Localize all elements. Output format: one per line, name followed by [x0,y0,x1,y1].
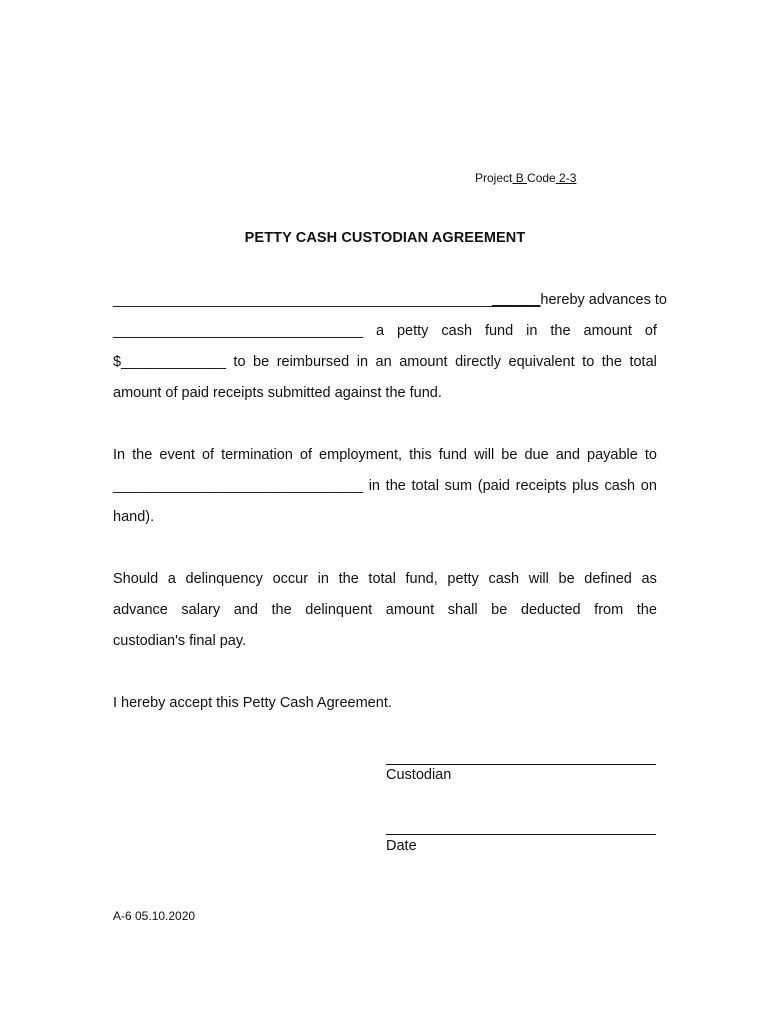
advance-line-2-word: a [375,323,385,339]
advance-line-3-word: amount [399,354,448,370]
delinquency-line-2-word: amount [385,602,435,618]
amount-blank: $_____________ [113,354,226,370]
advance-line-3-word: reimbursed [276,354,350,370]
delinquency-line-1-word: in [317,571,329,587]
delinquency-line-1-word: defined [584,571,632,587]
termination-line-1-word: to [644,447,657,463]
termination-line-1-word: of [201,447,215,463]
date-signature-line[interactable] [386,834,656,835]
project-value: B [512,171,528,185]
advance-line-2 [113,316,657,347]
termination-paragraph [113,440,657,533]
custodian-blank: _______________________________ [113,323,363,339]
advance-line-2-word: fund [484,323,514,339]
termination-line-2-word: plus [572,478,599,494]
termination-line-1-word: be [501,447,518,463]
delinquency-line-2-word: be [491,602,508,618]
advance-line-3-word: to [582,354,595,370]
delinquency-line-1-word: the [338,571,359,587]
advance-paragraph [113,285,667,409]
termination-line-3: hand). [113,509,155,525]
termination-line-1-word: of [299,447,312,463]
advance-line-2-word: the [550,323,571,339]
delinquency-line-1-word: will [528,571,549,587]
code-label: Code [527,171,556,185]
advance-line-3 [113,347,657,378]
termination-line-1-word: employment, [319,447,403,463]
termination-line-1-word: In [113,447,126,463]
delinquency-line-2-word: from [594,602,624,618]
custodian-label: Custodian [386,767,452,783]
delinquency-line-1-word: a [167,571,176,587]
delinquency-line-2-word: and [233,602,258,618]
termination-line-2-word: in [368,478,380,494]
termination-line-2 [113,471,657,502]
advance-line-3-word: be [253,354,270,370]
delinquency-line-2-word: advance [113,602,168,618]
advance-line-3-word: the [601,354,622,370]
advance-line-3-word: to [233,354,246,370]
termination-line-1-word: and [555,447,580,463]
acceptance-paragraph [113,688,657,719]
advance-line-3-word: in [356,354,369,370]
advance-line-2-word: petty [396,323,429,339]
advancer-blank: _____________________________________________________hereby advances to [113,292,667,308]
date-label: Date [386,838,417,854]
termination-line-2-word: receipts [515,478,567,494]
form-id-footer: A-6 05.10.2020 [113,909,196,923]
delinquency-line-2-word: deducted [520,602,581,618]
termination-line-1-word: due [524,447,549,463]
termination-line-2-word: sum [444,478,473,494]
delinquency-paragraph [113,564,657,657]
advance-line-3-word: an [375,354,392,370]
termination-line-2-word: on [640,478,657,494]
delinquency-line-3: custodian's final pay. [113,633,247,649]
delinquency-line-1-word: fund, [405,571,438,587]
payee-blank: _______________________________ [113,478,363,494]
advance-line-3-word: total [629,354,657,370]
termination-line-1-word: the [132,447,153,463]
project-code-header [475,171,576,185]
delinquency-line-2-word: delinquent [305,602,373,618]
termination-line-2-word: total [411,478,439,494]
delinquency-line-2-word: shall [447,602,478,618]
delinquency-line-1-word: total [368,571,396,587]
delinquency-line-2-word: salary [181,602,221,618]
termination-line-1-word: fund [438,447,467,463]
delinquency-line-1-word: occur [272,571,309,587]
delinquency-line-2-word: the [636,602,657,618]
termination-line-2-word: cash [604,478,636,494]
delinquency-line-1-word: cash [488,571,520,587]
code-value: 2-3 [555,171,577,185]
advance-line-3-word: directly [455,354,502,370]
advance-line-3-word: equivalent [508,354,575,370]
advance-line-2-word: cash [441,323,473,339]
advance-line-2-word: of [644,323,657,339]
delinquency-line-2 [113,595,657,626]
delinquency-line-1-word: Should [113,571,159,587]
delinquency-line-1-word: as [641,571,657,587]
termination-line-2-word: the [385,478,406,494]
termination-line-1-word: will [474,447,495,463]
termination-line-1-word: event [159,447,195,463]
delinquency-line-1-word: delinquency [185,571,263,587]
project-label: Project [475,171,513,185]
termination-line-1-word: this [409,447,432,463]
advance-line-4: amount of paid receipts submitted against the fund. [113,385,442,401]
document-title: PETTY CASH CUSTODIAN AGREEMENT [244,230,526,246]
delinquency-line-1-word: be [558,571,575,587]
delinquency-line-1 [113,564,657,595]
advance-line-2-word: amount [583,323,632,339]
termination-line-1-word: termination [221,447,293,463]
delinquency-line-1-word: petty [447,571,479,587]
delinquency-line-2-word: the [271,602,292,618]
termination-line-2-word: (paid [477,478,510,494]
custodian-signature-line[interactable] [386,764,656,765]
advance-line-1 [113,285,667,316]
termination-line-1 [113,440,657,471]
advance-line-2-word: in [526,323,538,339]
termination-line-1-word: payable [587,447,638,463]
acceptance-line: I hereby accept this Petty Cash Agreement. [113,695,392,711]
